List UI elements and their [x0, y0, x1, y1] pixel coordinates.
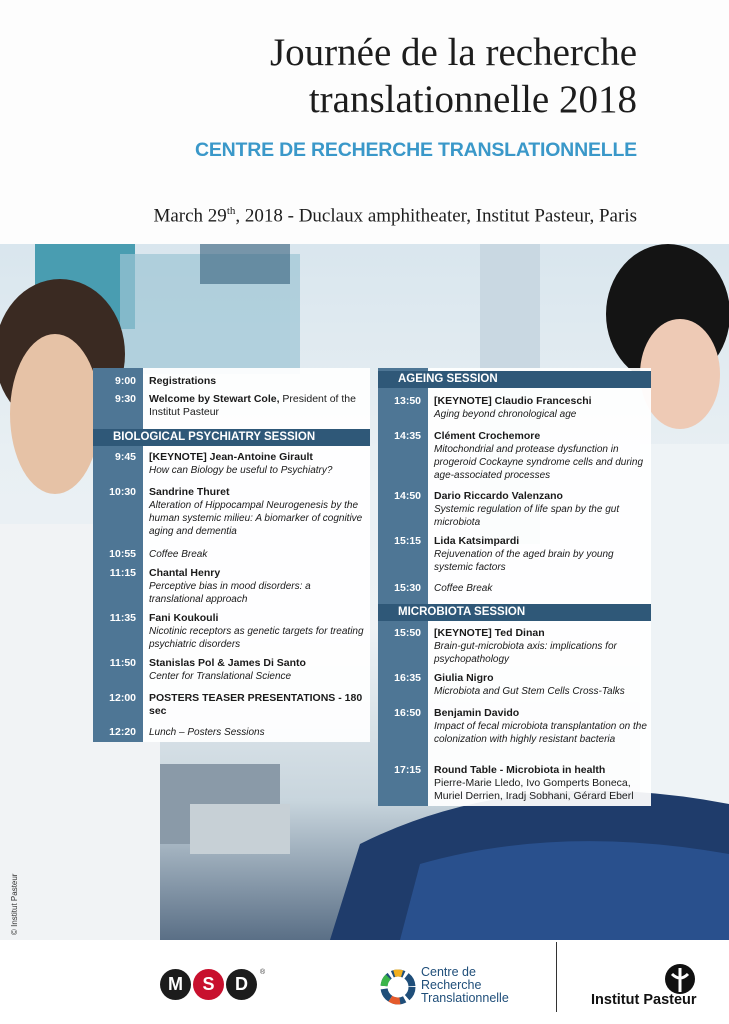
item-time: 16:35 — [394, 672, 421, 684]
item-time: 15:15 — [394, 535, 421, 547]
session-header-microbiota: MICROBIOTA SESSION — [378, 604, 651, 621]
date-day: March 29 — [153, 205, 227, 227]
crt-logo-text — [421, 966, 509, 1005]
item-time: 11:35 — [109, 612, 136, 624]
item-talk-title: Aging beyond chronological age — [434, 409, 577, 420]
item-time: 16:50 — [394, 707, 421, 719]
item-break: Coffee Break — [149, 549, 208, 560]
item-speaker: [KEYNOTE] Ted Dinan — [434, 627, 545, 639]
item-speaker: Clément Crochemore — [434, 430, 541, 442]
footer-divider — [556, 942, 557, 1012]
item-time: 9:00 — [114, 375, 136, 387]
item-time: 13:50 — [394, 395, 421, 407]
item-time: 12:00 — [109, 692, 136, 704]
photo-credit: © Institut Pasteur — [10, 873, 19, 935]
item-speaker: Benjamin Davido — [434, 707, 520, 719]
program-panel-afternoon — [378, 368, 651, 806]
item-break: Lunch – Posters Sessions — [149, 727, 265, 738]
sponsor-footer — [0, 940, 729, 1024]
item-time: 9:45 — [114, 451, 136, 463]
item-talk-title: Brain-gut-microbiota axis: implications for psychopathology — [434, 641, 617, 665]
crt-ring-icon — [378, 967, 418, 1007]
item-title: Welcome by Stewart Cole, — [149, 393, 280, 405]
msd-letter-m: M — [160, 969, 191, 1000]
institut-pasteur-logo-text: Institut Pasteur — [591, 992, 697, 1008]
item-time: 15:30 — [394, 582, 421, 594]
event-date-location — [153, 205, 637, 227]
item-break: Coffee Break — [434, 583, 493, 594]
crt-line-2: Recherche — [421, 978, 482, 992]
item-time: 14:50 — [394, 490, 421, 502]
msd-logo — [160, 969, 265, 1000]
date-venue: , 2018 - Duclaux amphitheater, Institut Pasteur, Paris — [235, 205, 637, 227]
item-time: 12:20 — [109, 726, 136, 738]
msd-letter-d: D — [226, 969, 257, 1000]
item-time: 15:50 — [394, 627, 421, 639]
item-talk-title: Mitochondrial and protease dysfunction in progeroid Cockayne syndrome cells and during age-associated processes — [434, 444, 644, 481]
item-participants: Pierre-Marie Lledo, Ivo Gomperts Boneca, Muriel Derrien, Iradj Sobhani, Gérard Eberl — [434, 777, 634, 802]
item-talk-title: Impact of fecal microbiota transplantation on the colonization with highly resistant bacteria — [434, 721, 647, 745]
item-time: 10:30 — [109, 486, 136, 498]
item-talk-title: Nicotinic receptors as genetic targets for treating psychiatric disorders — [149, 626, 364, 650]
item-talk-title: Alteration of Hippocampal Neurogenesis by the human systemic milieu: A biomarker of cognitive aging and dementia — [149, 500, 363, 537]
item-time: 10:55 — [109, 548, 136, 560]
item-speaker: Round Table - Microbiota in health — [434, 764, 606, 776]
item-talk-title: Perceptive bias in mood disorders: a translational approach — [149, 581, 311, 605]
item-time: 14:35 — [394, 430, 421, 442]
item-talk-title: Systemic regulation of life span by the gut microbiota — [434, 504, 620, 528]
date-suffix: th — [226, 205, 236, 217]
item-speaker: Sandrine Thuret — [149, 486, 230, 498]
item-speaker: [KEYNOTE] Claudio Franceschi — [434, 395, 592, 407]
title-line-1: Journée de la recherche — [269, 31, 637, 74]
item-time: 11:15 — [109, 567, 136, 579]
item-speaker: Dario Riccardo Valenzano — [434, 490, 563, 502]
item-talk-title: Rejuvenation of the aged brain by young systemic factors — [434, 549, 614, 573]
msd-letter-s: S — [193, 969, 224, 1000]
item-speaker: Giulia Nigro — [434, 672, 494, 684]
item-time: 11:50 — [109, 657, 136, 669]
institut-pasteur-emblem-icon — [660, 962, 700, 996]
session-header-ageing: AGEING SESSION — [378, 371, 651, 388]
title-line-2: translationnelle 2018 — [308, 78, 637, 121]
item-time: 17:15 — [394, 764, 421, 776]
subtitle: CENTRE DE RECHERCHE TRANSLATIONNELLE — [194, 139, 637, 161]
item-talk-title: Microbiota and Gut Stem Cells Cross-Talks — [434, 686, 625, 697]
crt-line-3: Translationnelle — [421, 991, 509, 1005]
session-header-biological-psychiatry: BIOLOGICAL PSYCHIATRY SESSION — [93, 429, 370, 446]
item-speaker: [KEYNOTE] Jean-Antoine Girault — [149, 451, 313, 463]
item-speaker: Fani Koukouli — [149, 612, 219, 624]
item-speaker: Chantal Henry — [149, 567, 221, 579]
item-title: POSTERS TEASER PRESENTATIONS - 180 sec — [149, 692, 363, 717]
registered-mark: ® — [260, 969, 266, 976]
crt-line-1: Centre de — [421, 965, 476, 979]
item-talk-title: Center for Translational Science — [149, 671, 292, 682]
item-title-rest: President of the Institut Pasteur — [149, 393, 356, 418]
item-speaker: Stanislas Pol & James Di Santo — [149, 657, 306, 669]
item-time: 9:30 — [114, 393, 136, 405]
item-talk-title: How can Biology be useful to Psychiatry? — [149, 465, 333, 476]
item-speaker: Lida Katsimpardi — [434, 535, 520, 547]
item-title: Registrations — [149, 375, 217, 387]
program-panel-morning — [93, 368, 370, 742]
